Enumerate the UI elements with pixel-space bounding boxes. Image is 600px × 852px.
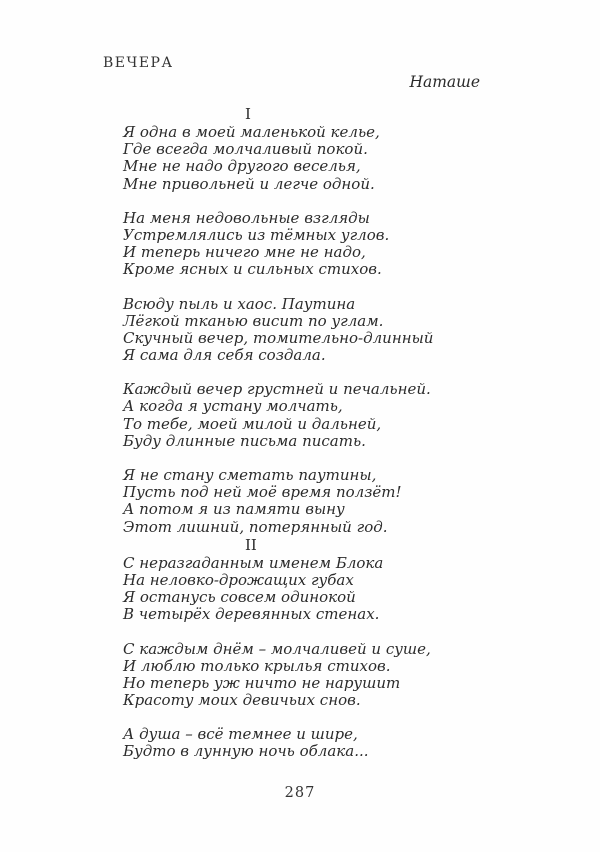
poem-line: Я одна в моей маленькой келье, [123, 123, 380, 141]
stanza [123, 210, 433, 279]
poem-line: С каждым днём – молчаливей и суше, [123, 639, 431, 658]
poem-section-2 [123, 536, 433, 761]
poem-line: И теперь ничего мне не надо, [123, 243, 366, 262]
poem-line: Я останусь совсем одинокой [123, 588, 356, 607]
page-number: 287 [284, 785, 316, 801]
poem-section-1 [123, 105, 433, 536]
poem-line: То тебе, моей милой и дальней, [123, 414, 382, 433]
poem-line: Мне не надо другого веселья, [123, 157, 361, 176]
poem-line: Всюду пыль и хаос. Паутина [123, 294, 356, 313]
poem-line: С неразгаданным именем Блока [123, 553, 384, 572]
poem-line: Но теперь уж ничто не нарушит [123, 673, 401, 692]
poem-line: Я сама для себя создала. [123, 346, 326, 365]
section-numeral-2: II [245, 535, 257, 554]
poem-line: На неловко-дрожащих губах [123, 570, 354, 589]
poem-line: А душа – всё темнее и шире, [123, 725, 358, 744]
poem-line: Где всегда молчаливый покой. [123, 140, 368, 159]
poem-line: Пусть под ней моё время ползёт! [123, 483, 402, 502]
poem-line: Я не стану сметать паутины, [123, 466, 377, 484]
dedication: Наташе [409, 73, 480, 91]
poem [123, 105, 433, 761]
poem-line: Устремлялись из тёмных углов. [123, 225, 390, 244]
poem-line: Буду длинные письма писать. [123, 431, 366, 450]
poem-line: Скучный вечер, томительно-длинный [123, 328, 434, 347]
poem-line: Кроме ясных и сильных стихов. [123, 260, 382, 279]
stanza [123, 124, 433, 193]
poem-line: Этот лишний, потерянный год. [123, 517, 388, 536]
poem-line: А когда я устану молчать, [123, 397, 343, 416]
poem-line: Будто в лунную ночь облака... [123, 742, 369, 761]
page-title: ВЕЧЕРА [103, 55, 174, 71]
stanza [123, 726, 433, 760]
stanza [123, 296, 433, 365]
section-numeral-1: I [245, 105, 251, 123]
stanza [123, 641, 433, 710]
poem-line: И люблю только крылья стихов. [123, 656, 391, 675]
stanza [123, 381, 433, 450]
stanza [123, 555, 433, 624]
stanza [123, 467, 433, 536]
poem-line: В четырёх деревянных стенах. [123, 605, 380, 624]
poem-line: Мне привольней и легче одной. [123, 174, 375, 193]
poem-line: Красоту моих девичьих снов. [123, 691, 361, 710]
poem-line: Лёгкой тканью висит по углам. [123, 311, 384, 330]
poem-line: На меня недовольные взгляды [123, 208, 370, 227]
poem-line: А потом я из памяти выну [123, 500, 345, 519]
poem-line: Каждый вечер грустней и печальней. [123, 380, 431, 399]
